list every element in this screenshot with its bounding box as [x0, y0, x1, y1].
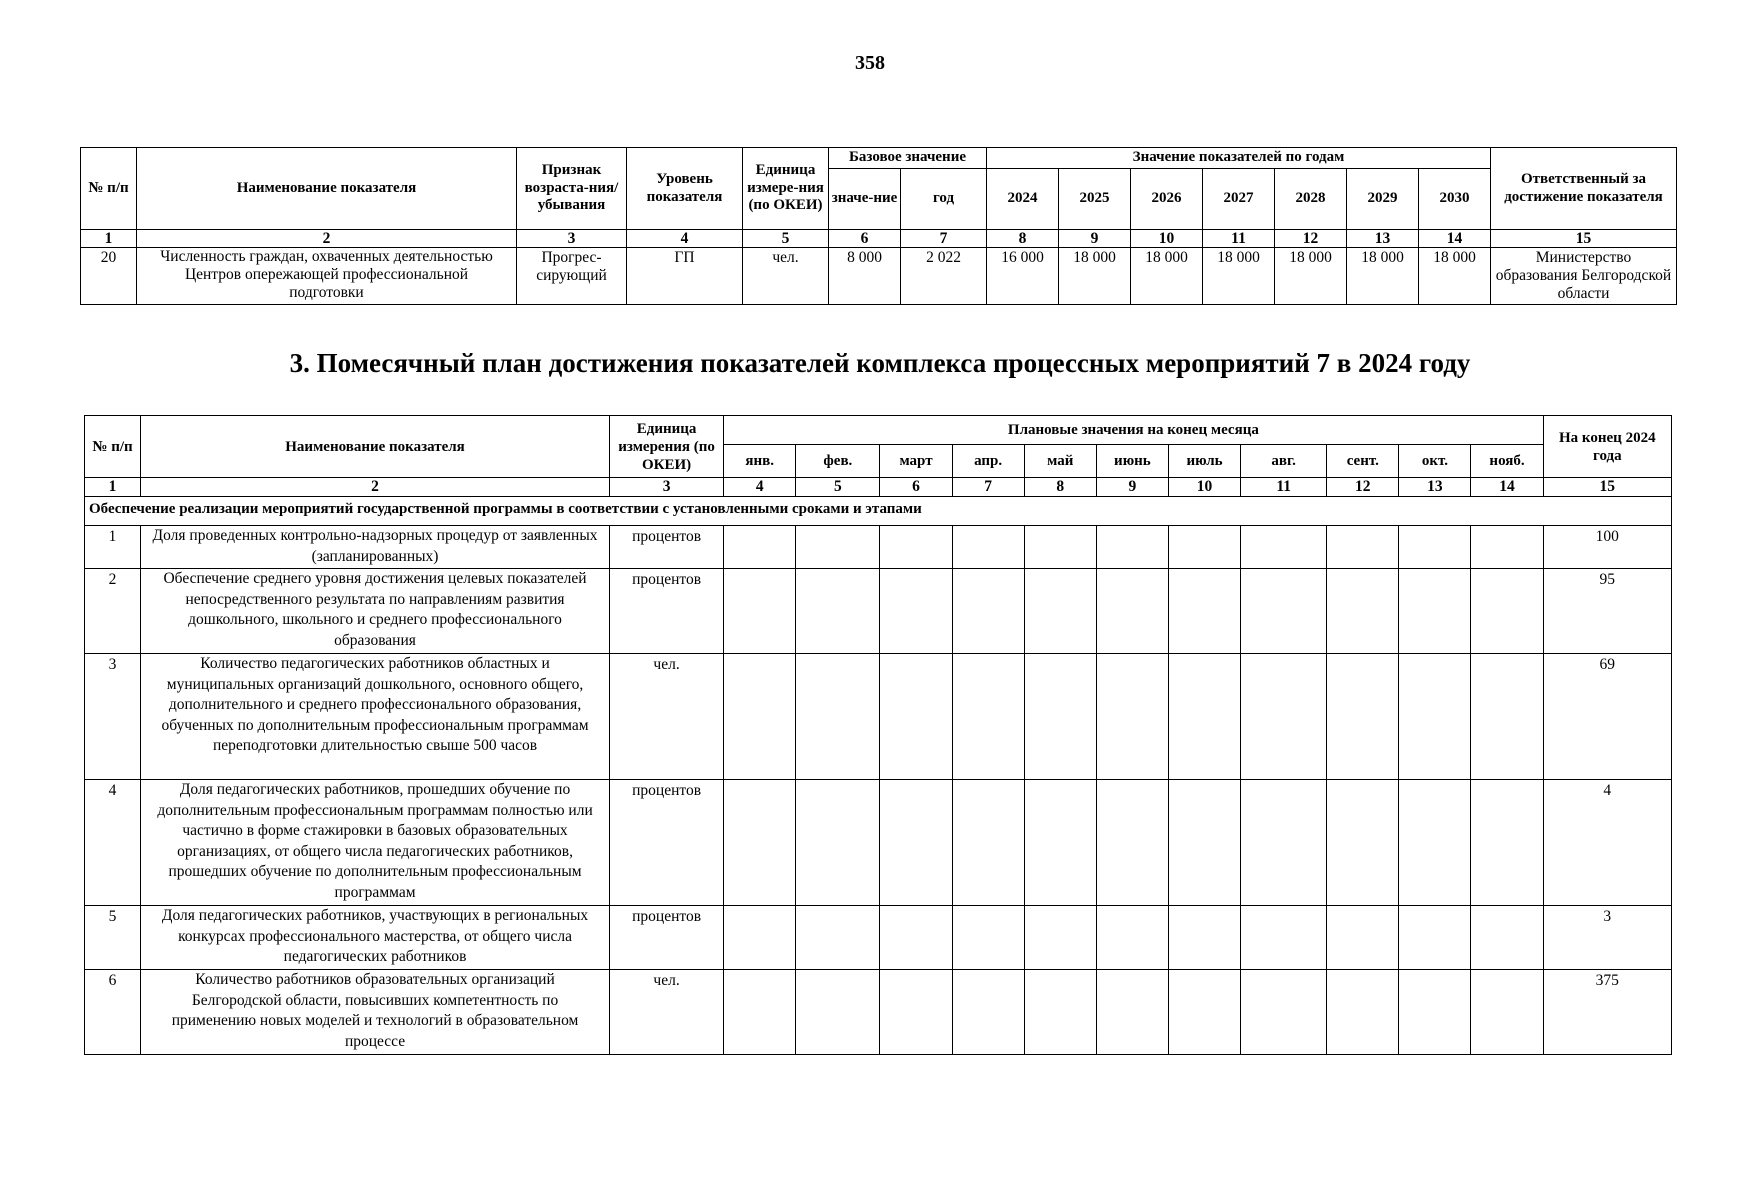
column-number: 5: [796, 478, 880, 497]
monthly-plan-table: [84, 415, 1672, 1055]
month-cell: [1096, 906, 1168, 970]
column-number: 14: [1471, 478, 1543, 497]
header-month: апр.: [952, 445, 1024, 478]
column-number: 4: [627, 230, 743, 248]
row-year-value: 18 000: [1419, 248, 1491, 305]
month-cell: [796, 654, 880, 780]
header-final: На конец 2024 года: [1543, 416, 1671, 478]
month-cell: [1241, 780, 1327, 906]
column-number: 14: [1419, 230, 1491, 248]
row-num: 20: [81, 248, 137, 305]
row-name: Численность граждан, охваченных деятельностью Центров опережающей профессиональной подготовки: [137, 248, 517, 305]
row-final-value: 3: [1543, 906, 1671, 970]
row-year-value: 18 000: [1347, 248, 1419, 305]
header-month: янв.: [724, 445, 796, 478]
header-month: фев.: [796, 445, 880, 478]
row-unit: процентов: [609, 526, 723, 569]
column-number: 6: [880, 478, 952, 497]
row-num: 5: [85, 906, 141, 970]
column-number: 1: [81, 230, 137, 248]
header-month: май: [1024, 445, 1096, 478]
header-year: 2025: [1059, 169, 1131, 230]
row-unit: процентов: [609, 906, 723, 970]
month-cell: [1241, 970, 1327, 1055]
column-number-row: [81, 230, 1677, 248]
month-cell: [796, 569, 880, 654]
month-cell: [1168, 569, 1240, 654]
month-cell: [1327, 906, 1399, 970]
table-row: [81, 248, 1677, 305]
month-cell: [1168, 780, 1240, 906]
month-cell: [880, 526, 952, 569]
header-month: нояб.: [1471, 445, 1543, 478]
header-unit: Единица измерения (по ОКЕИ): [609, 416, 723, 478]
header-month: март: [880, 445, 952, 478]
month-cell: [1399, 970, 1471, 1055]
header-responsible: Ответственный за достижение показателя: [1491, 148, 1677, 230]
month-cell: [1241, 654, 1327, 780]
month-cell: [952, 654, 1024, 780]
month-cell: [724, 526, 796, 569]
table-row: [85, 780, 1672, 906]
month-cell: [724, 569, 796, 654]
row-num: 6: [85, 970, 141, 1055]
column-number: 15: [1491, 230, 1677, 248]
row-year-value: 18 000: [1275, 248, 1347, 305]
row-trend: Прогрес-сирующий: [517, 248, 627, 305]
month-cell: [796, 526, 880, 569]
month-cell: [880, 780, 952, 906]
row-final-value: 375: [1543, 970, 1671, 1055]
column-number: 1: [85, 478, 141, 497]
row-final-value: 4: [1543, 780, 1671, 906]
column-number: 15: [1543, 478, 1671, 497]
month-cell: [1471, 526, 1543, 569]
month-cell: [1327, 780, 1399, 906]
column-number: 3: [609, 478, 723, 497]
column-number: 7: [952, 478, 1024, 497]
header-level: Уровень показателя: [627, 148, 743, 230]
month-cell: [952, 970, 1024, 1055]
month-cell: [1327, 569, 1399, 654]
month-cell: [1399, 906, 1471, 970]
month-cell: [1327, 526, 1399, 569]
month-cell: [1096, 654, 1168, 780]
column-number: 9: [1096, 478, 1168, 497]
header-base-value: значе-ние: [829, 169, 901, 230]
month-cell: [1096, 780, 1168, 906]
month-cell: [1096, 526, 1168, 569]
row-name: Количество педагогических работников областных и муниципальных организаций дошкольного, основного общего, дополнительного и среднего профессионального образования, обученных по дополнительным профессиональным программам переподготовки длительностью свыше 500 часов: [141, 654, 610, 780]
row-num: 3: [85, 654, 141, 780]
row-responsible: Министерство образования Белгородской области: [1491, 248, 1677, 305]
row-unit: процентов: [609, 780, 723, 906]
month-cell: [1399, 654, 1471, 780]
month-cell: [1024, 526, 1096, 569]
month-cell: [1168, 970, 1240, 1055]
month-cell: [1399, 569, 1471, 654]
column-number: 2: [141, 478, 610, 497]
month-cell: [1241, 526, 1327, 569]
header-by-years: Значение показателей по годам: [987, 148, 1491, 169]
row-name: Доля педагогических работников, прошедших обучение по дополнительным профессиональным программам полностью или частично в форме стажировки в базовых образовательных организациях, от общего числа педагогических работников, прошедших обучение по дополнительным профессиональным программам: [141, 780, 610, 906]
month-cell: [1471, 780, 1543, 906]
month-cell: [1096, 569, 1168, 654]
month-cell: [1024, 780, 1096, 906]
header-month: авг.: [1241, 445, 1327, 478]
column-number: 2: [137, 230, 517, 248]
header-num: № п/п: [85, 416, 141, 478]
header-name: Наименование показателя: [141, 416, 610, 478]
header-planned: Плановые значения на конец месяца: [724, 416, 1543, 445]
row-unit: процентов: [609, 569, 723, 654]
header-year: 2027: [1203, 169, 1275, 230]
row-year-value: 18 000: [1131, 248, 1203, 305]
column-number: 13: [1347, 230, 1419, 248]
month-cell: [724, 970, 796, 1055]
column-number: 10: [1168, 478, 1240, 497]
month-cell: [1471, 654, 1543, 780]
month-cell: [1024, 654, 1096, 780]
row-unit: чел.: [609, 970, 723, 1055]
month-cell: [1168, 654, 1240, 780]
month-cell: [724, 780, 796, 906]
row-year-value: 18 000: [1059, 248, 1131, 305]
month-cell: [1327, 970, 1399, 1055]
row-name: Обеспечение среднего уровня достижения целевых показателей непосредственного результата по направлениям развития дошкольного, школьного и среднего профессионального образования: [141, 569, 610, 654]
table-row: [85, 569, 1672, 654]
month-cell: [1168, 906, 1240, 970]
month-cell: [1241, 569, 1327, 654]
header-year: 2029: [1347, 169, 1419, 230]
row-name: Доля педагогических работников, участвующих в региональных конкурсах профессионального мастерства, от общего числа педагогических работников: [141, 906, 610, 970]
row-name: Количество работников образовательных организаций Белгородской области, повысивших компетентность по применению новых моделей и технологий в образовательном процессе: [141, 970, 610, 1055]
month-cell: [1024, 569, 1096, 654]
row-level: ГП: [627, 248, 743, 305]
group-title: Обеспечение реализации мероприятий государственной программы в соответствии с установленными сроками и этапами: [85, 497, 1672, 526]
table-row: [85, 970, 1672, 1055]
header-name: Наименование показателя: [137, 148, 517, 230]
column-number: 10: [1131, 230, 1203, 248]
month-cell: [880, 970, 952, 1055]
header-num: № п/п: [81, 148, 137, 230]
indicators-by-year-table: [80, 147, 1677, 305]
column-number: 6: [829, 230, 901, 248]
column-number: 8: [1024, 478, 1096, 497]
row-base-year: 2 022: [901, 248, 987, 305]
header-base-year: год: [901, 169, 987, 230]
column-number: 3: [517, 230, 627, 248]
month-cell: [1471, 970, 1543, 1055]
month-cell: [1471, 569, 1543, 654]
row-final-value: 100: [1543, 526, 1671, 569]
month-cell: [880, 569, 952, 654]
month-cell: [880, 906, 952, 970]
row-num: 4: [85, 780, 141, 906]
table-row: [85, 526, 1672, 569]
column-number: 13: [1399, 478, 1471, 497]
column-number: 7: [901, 230, 987, 248]
row-final-value: 95: [1543, 569, 1671, 654]
column-number: 8: [987, 230, 1059, 248]
month-cell: [724, 654, 796, 780]
month-cell: [796, 780, 880, 906]
page-number: 358: [855, 52, 885, 74]
column-number: 11: [1241, 478, 1327, 497]
column-number: 4: [724, 478, 796, 497]
table-row: [85, 906, 1672, 970]
month-cell: [952, 526, 1024, 569]
column-number-row: [85, 478, 1672, 497]
month-cell: [1168, 526, 1240, 569]
row-final-value: 69: [1543, 654, 1671, 780]
header-year: 2030: [1419, 169, 1491, 230]
section-title: 3. Помесячный план достижения показателей комплекса процессных мероприятий 7 в 2024 году: [289, 348, 1471, 378]
table-row: [85, 654, 1672, 780]
month-cell: [1399, 526, 1471, 569]
month-cell: [1096, 970, 1168, 1055]
column-number: 12: [1275, 230, 1347, 248]
header-month: июль: [1168, 445, 1240, 478]
month-cell: [796, 906, 880, 970]
row-num: 1: [85, 526, 141, 569]
header-month: сент.: [1327, 445, 1399, 478]
month-cell: [952, 906, 1024, 970]
month-cell: [1471, 906, 1543, 970]
header-month: июнь: [1096, 445, 1168, 478]
row-base-value: 8 000: [829, 248, 901, 305]
month-cell: [1024, 906, 1096, 970]
header-year: 2026: [1131, 169, 1203, 230]
row-year-value: 18 000: [1203, 248, 1275, 305]
header-year: 2028: [1275, 169, 1347, 230]
column-number: 11: [1203, 230, 1275, 248]
header-trend: Признак возраста-ния/ убывания: [517, 148, 627, 230]
column-number: 5: [743, 230, 829, 248]
month-cell: [1399, 780, 1471, 906]
month-cell: [1327, 654, 1399, 780]
row-unit: чел.: [743, 248, 829, 305]
month-cell: [1241, 906, 1327, 970]
header-base: Базовое значение: [829, 148, 987, 169]
month-cell: [952, 780, 1024, 906]
group-row: [85, 497, 1672, 526]
header-month: окт.: [1399, 445, 1471, 478]
month-cell: [880, 654, 952, 780]
row-name: Доля проведенных контрольно-надзорных процедур от заявленных (запланированных): [141, 526, 610, 569]
month-cell: [1024, 970, 1096, 1055]
column-number: 12: [1327, 478, 1399, 497]
month-cell: [724, 906, 796, 970]
row-num: 2: [85, 569, 141, 654]
month-cell: [796, 970, 880, 1055]
header-unit: Единица измере-ния (по ОКЕИ): [743, 148, 829, 230]
row-unit: чел.: [609, 654, 723, 780]
column-number: 9: [1059, 230, 1131, 248]
row-year-value: 16 000: [987, 248, 1059, 305]
month-cell: [952, 569, 1024, 654]
header-year: 2024: [987, 169, 1059, 230]
